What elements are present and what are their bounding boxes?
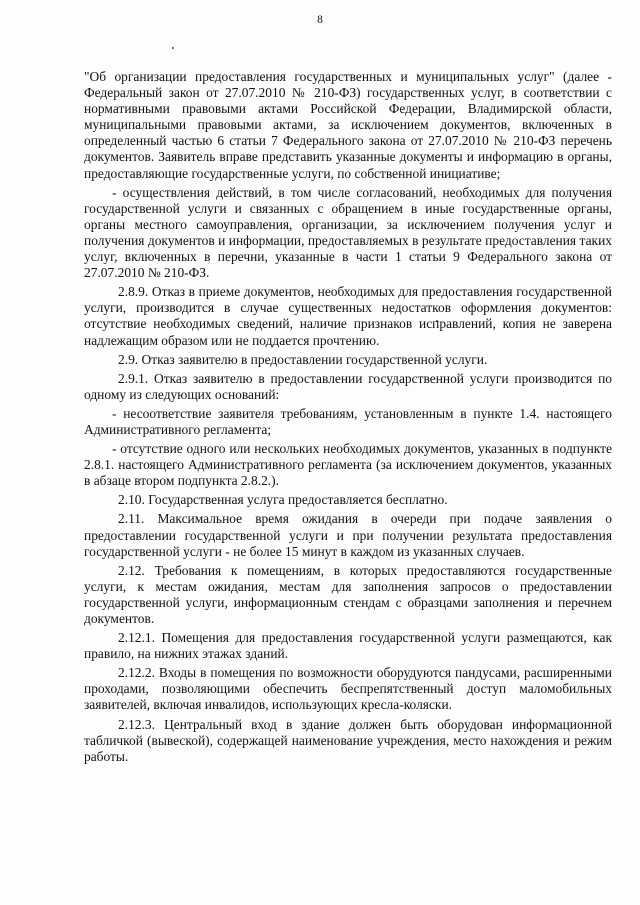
paragraph-list-item: - несоответствие заявителя требованиям, установленным в пункте 1.4. настоящего Административного регламента; xyxy=(84,405,612,437)
paragraph-2-9: 2.9. Отказ заявителю в предоставлении государственной услуги. xyxy=(118,351,488,367)
document-body xyxy=(84,69,612,765)
page-number: 8 xyxy=(317,14,323,26)
paragraph-list-item: - отсутствие одного или нескольких необходимых документов, указанных в подпункте 2.8.1. настоящего Административного регламента (за исключением документов, указанных в абзаце втором подпункта 2.8.2.). xyxy=(84,441,612,489)
paragraph-2-12-3: 2.12.3. Центральный вход в здание должен быть оборудован информационной табличкой (вывеской), содержащей наименование учреждения, место нахождения и режим работы. xyxy=(84,716,612,764)
paragraph-2-11: 2.11. Максимальное время ожидания в очереди при подаче заявления о предоставлении государственной услуги и при получении результата предоставления государственной услуги - не более 15 минут в каждом из указанных случаев. xyxy=(84,511,612,559)
paragraph-2-9-1: 2.9.1. Отказ заявителю в предоставлении государственной услуги производится по одному из следующих оснований: xyxy=(84,370,612,402)
paragraph-2-12-2: 2.12.2. Входы в помещения по возможности оборудуются пандусами, расширенными проходами, позволяющими обеспечить беспрепятственный доступ маломобильных заявителей, включая инвалидов, использующих кресла-коляски. xyxy=(84,665,612,713)
paragraph-2-12: 2.12. Требования к помещениям, в которых предоставляются государственные услуги, к местам ожидания, местам для заполнения запросов о предоставлении государственной услуги, информационным стендам с образцами заполнения и перечнем документов. xyxy=(84,562,612,626)
paragraph-continuation: "Об организации предоставления государственных и муниципальных услуг" (далее - Федеральный закон от 27.07.2010 № 210-ФЗ) государственных услуг, в соответствии с нормативными правовыми актами Российской Федерации, Владимирской области, муниципальными правовыми актами, за исключением документов, включенных в определенный частью 6 статьи 7 Федерального закона от 27.07.2010 № 210-ФЗ перечень документов. Заявитель вправе представить указанные документы и информацию в органы, предоставляющие государственные услуги, по собственной инициативе; xyxy=(84,69,612,181)
paragraph-2-10: 2.10. Государственная услуга предоставляется бесплатно. xyxy=(118,492,448,508)
paragraph-2-12-1: 2.12.1. Помещения для предоставления государственной услуги размещаются, как правило, на нижних этажах зданий. xyxy=(84,630,612,662)
paragraph-2-8-9: 2.8.9. Отказ в приеме документов, необходимых для предоставления государственной услуги, производится в случае существенных недостатков оформления документов: отсутствие необходимых сведений, наличие признаков исправлений, копия не заверена надлежащим образом или не поддается прочтению. xyxy=(84,284,612,348)
paragraph-list-item: - осуществления действий, в том числе согласований, необходимых для получения государственной услуги и связанных с обращением в иные государственные органы, органы местного самоуправления, организации, за исключением получения услуг и получения документов и информации, предоставляемых в результате предоставления таких услуг, включенных в перечни, указанные в части 1 статьи 9 Федерального закона от 27.07.2010 № 210-ФЗ. xyxy=(84,184,612,281)
scan-speck xyxy=(172,47,174,49)
